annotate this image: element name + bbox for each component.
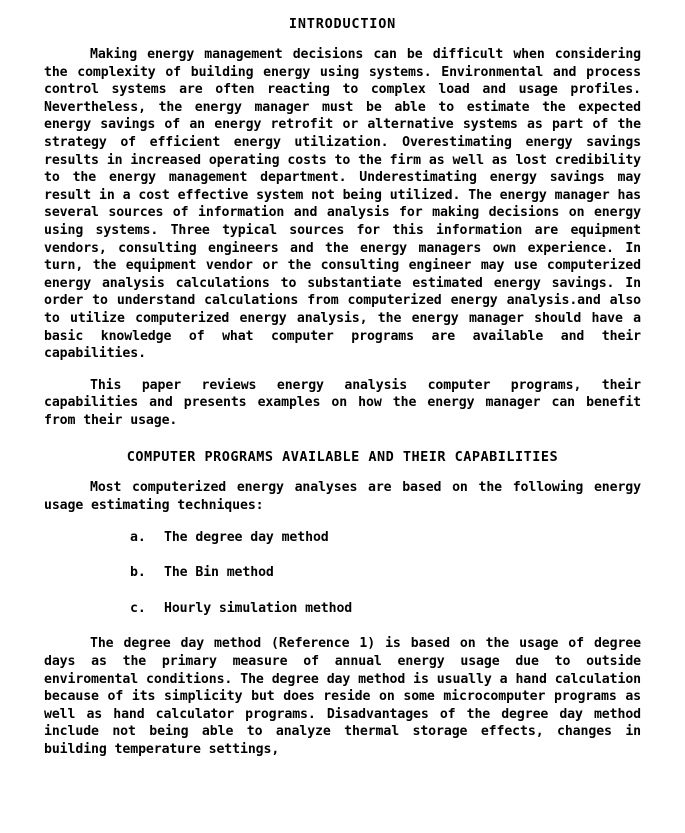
- paragraph-degree-day-method: The degree day method (Reference 1) is based on the usage of degree days as the primary measure of annual energy usage due to outside enviromental conditions. The degree day method is usually a hand calculation because of its simplicity but does reside on some microcomputer programs as well as hand calculator programs. Disadvantages of the degree day method include not being able to analyze thermal storage effects, changes in building temperature settings,: [44, 636, 641, 757]
- section-heading: COMPUTER PROGRAMS AVAILABLE AND THEIR CAPABILITIES: [126, 449, 559, 466]
- list-item-label: The Bin method: [164, 565, 274, 581]
- list-item: [44, 564, 641, 582]
- methods-list: [44, 529, 641, 618]
- list-item-marker: c.: [130, 600, 146, 616]
- paragraph-introduction-2: This paper reviews energy analysis computer programs, their capabilities and presents examples on how the energy manager can benefit from their usage.: [44, 377, 641, 428]
- page-title: INTRODUCTION: [288, 16, 397, 32]
- list-item-label: Hourly simulation method: [164, 600, 353, 616]
- paragraph-introduction-1: Making energy management decisions can be difficult when considering the complexity of building energy using systems. Environmental and process control systems are often reacting to complex load and usage profiles. Nevertheless, the energy manager must be able to estimate the expected energy savings of an energy retrofit or alternative systems as part of the strategy of efficient energy utilization. Overestimating energy savings results in increased operating costs to the firm as well as lost credibility to the energy management department. Underestimating energy savings may result in a cost effective system not being utilized. The energy manager has several sources of information and analysis for making decisions on energy using systems. Three typical sources for this information are equipment vendors, consulting engineers and the energy managers own experience. In turn, the equipment vendor or the consulting engineer may use computerized energy analysis calculations to substantiate estimated energy savings. In order to understand calculations from computerized energy analysis.and also to utilize computerized energy analysis, the energy manager should have a basic knowledge of what computer programs are available and their capabilities.: [44, 47, 641, 362]
- paragraph-section-intro: Most computerized energy analyses are based on the following energy usage estimating techniques:: [44, 480, 641, 514]
- list-item-marker: a.: [130, 529, 146, 545]
- list-item-marker: b.: [130, 565, 146, 581]
- list-item-label: The degree day method: [164, 529, 329, 545]
- list-item: [44, 529, 641, 547]
- list-item: [44, 600, 641, 618]
